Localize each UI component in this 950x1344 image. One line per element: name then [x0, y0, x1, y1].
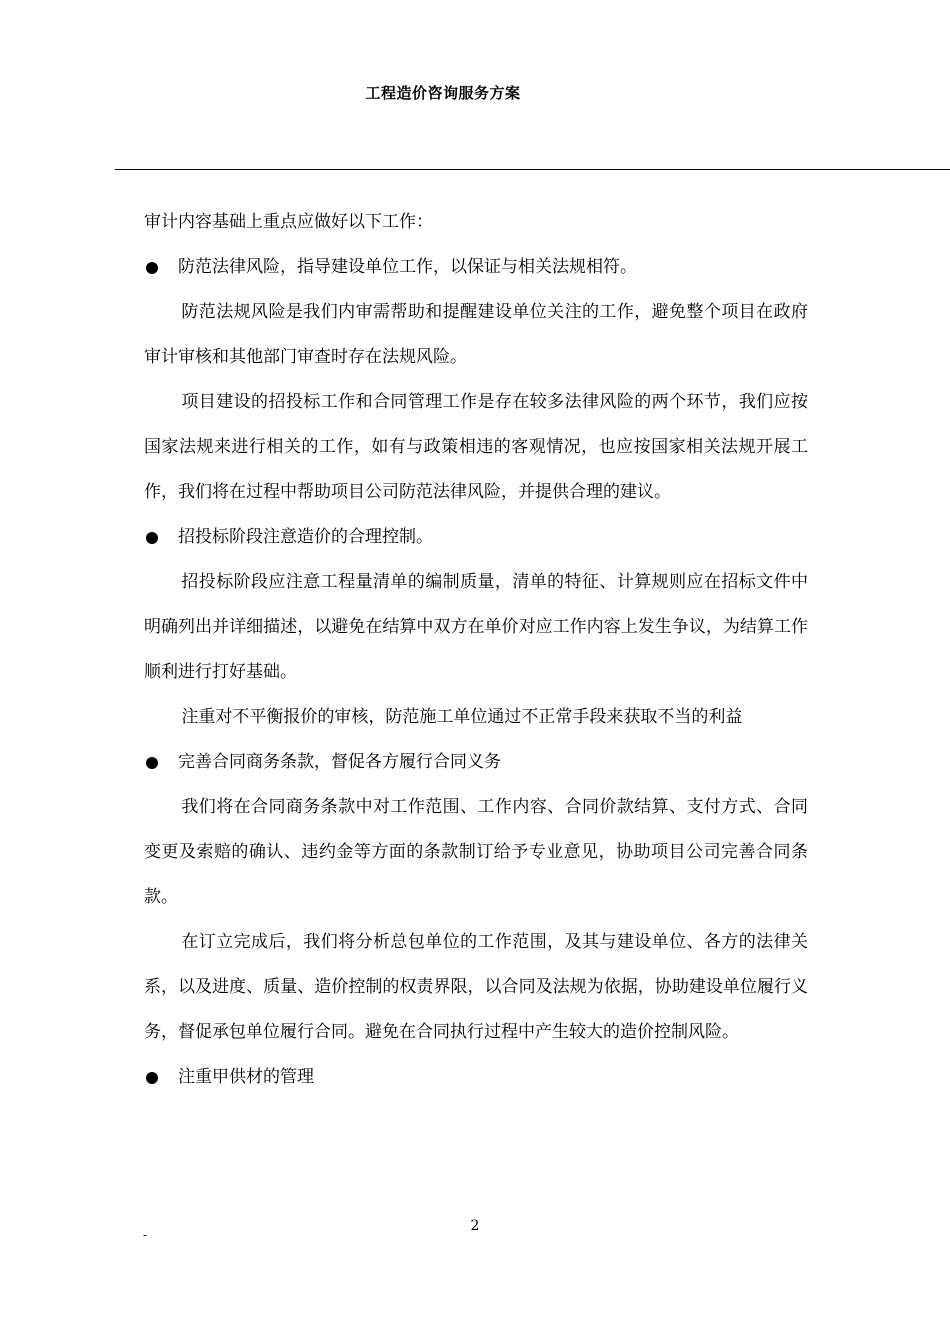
bullet-text: 防范法律风险，指导建设单位工作，以保证与相关法规相符。: [178, 257, 637, 277]
paragraph: 注重对不平衡报价的审核，防范施工单位通过不正常手段来获取不当的利益: [181, 707, 743, 727]
paragraph: 项目建设的招投标工作和合同管理工作是存在较多法律风险的两个环节，我们应按国家法规来进行相关的工作，如有与政策相违的客观情况，也应按国家相关法规开展工作，我们将在过程中帮助项目公司防范法律风险，并提供合理的建议。: [144, 392, 808, 502]
bullet-text: 注重甲供材的管理: [178, 1067, 314, 1087]
bullet-dot-icon: [146, 1072, 158, 1084]
paragraph: 防范法规风险是我们内审需帮助和提醒建设单位关注的工作，避免整个项目在政府审计审核和其他部门审查时存在法规风险。: [144, 302, 808, 367]
page-number-text: 2: [470, 1218, 480, 1234]
header-title-text: 工程造价咨询服务方案: [365, 84, 521, 102]
bullet-dot-icon: [146, 757, 158, 769]
bullet-text: 招投标阶段注意造价的合理控制。: [178, 527, 433, 547]
document-header-title: [0, 82, 950, 103]
paragraph: 我们将在合同商务条款中对工作范围、工作内容、合同价款结算、支付方式、合同变更及索赔的确认、违约金等方面的条款制订给予专业意见，协助项目公司完善合同条款。: [144, 797, 808, 907]
bullet-item-bidding-cost: [144, 515, 808, 560]
paragraph: 招投标阶段应注意工程量清单的编制质量，清单的特征、计算规则应在招标文件中明确列出并详细描述，以避免在结算中双方在单价对应工作内容上发生争议，为结算工作顺利进行打好基础。: [144, 572, 808, 682]
bullet-text: 完善合同商务条款，督促各方履行合同义务: [178, 752, 501, 772]
document-body: [144, 200, 808, 1100]
bullet-item-legal-risk: [144, 245, 808, 290]
paragraph-intro: 审计内容基础上重点应做好以下工作：: [144, 212, 433, 232]
footer-mark: -: [143, 1228, 148, 1242]
bullet-item-contract-terms: [144, 740, 808, 785]
bullet-dot-icon: [146, 532, 158, 544]
paragraph: 在订立完成后，我们将分析总包单位的工作范围，及其与建设单位、各方的法律关系，以及进度、质量、造价控制的权责界限，以合同及法规为依据，协助建设单位履行义务，督促承包单位履行合同。避免在合同执行过程中产生较大的造价控制风险。: [144, 932, 808, 1042]
bullet-item-owner-supplied-materials: [144, 1055, 808, 1100]
bullet-dot-icon: [146, 262, 158, 274]
header-divider: [115, 169, 950, 170]
